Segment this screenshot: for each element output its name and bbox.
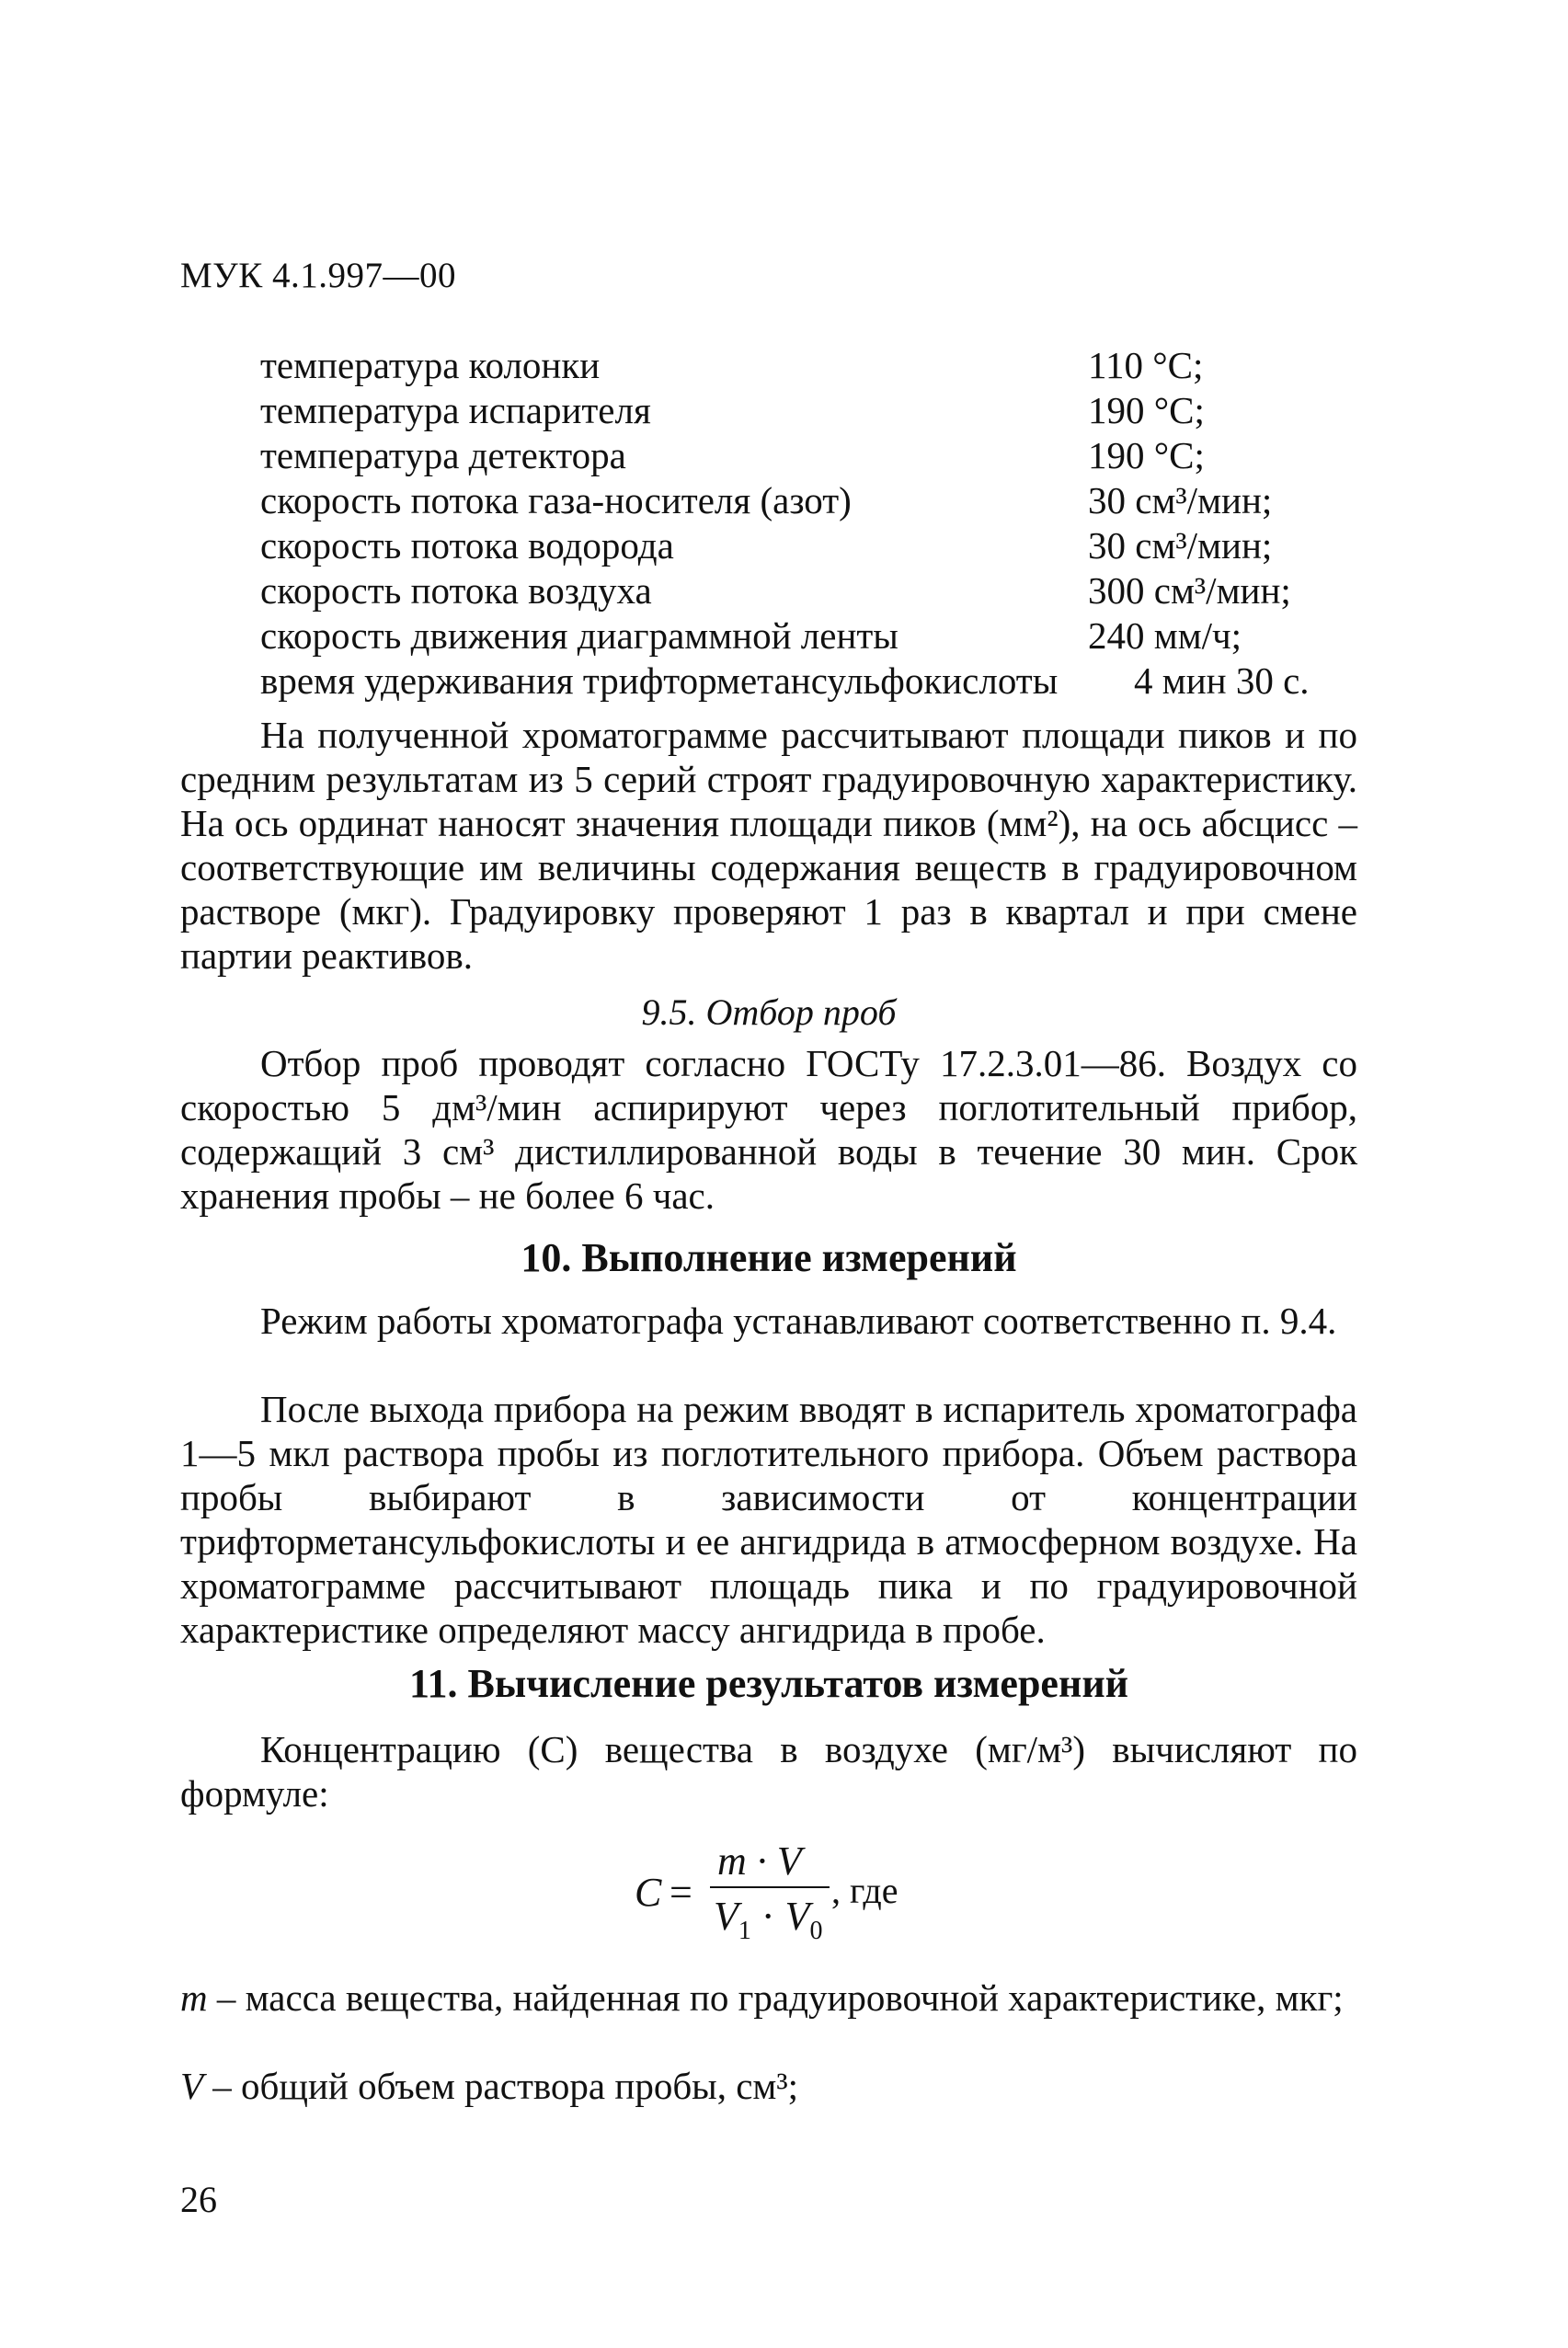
formula-denominator: $V_1 \cdot V_0$: [714, 1894, 823, 1945]
parameter-value: 190 °С;: [1088, 389, 1205, 431]
document-code: МУК 4.1.997—00: [180, 256, 457, 295]
parameter-row: [260, 343, 1336, 388]
definition-m: m – масса вещества, найденная по градуировочной характеристике, мкг;: [180, 1976, 1344, 2019]
concentration-formula: [635, 1838, 929, 1957]
parameter-list: [260, 343, 1336, 704]
section-title-10: 10. Выполнение измерений: [521, 1235, 1017, 1280]
sampling-paragraph: Отбор проб проводят согласно ГОСТу 17.2.3.01—86. Воздух со скоростью 5 дм³/мин аспирируют через поглотительный прибор, содержащий 3 см³ дистиллированной воды в течение 30 мин. Срок хранения пробы – не более 6 час.: [180, 1042, 1357, 1217]
parameter-row: [260, 433, 1336, 478]
parameter-value: 300 см³/мин;: [1088, 569, 1291, 612]
parameter-row: [260, 613, 1336, 659]
parameter-row: [260, 568, 1336, 613]
parameter-name: скорость потока воздуха: [260, 569, 652, 612]
formula-numerator: m · V: [717, 1838, 802, 1884]
parameter-name: скорость потока водорода: [260, 524, 674, 567]
parameter-row: [260, 388, 1336, 433]
section-title-11: 11. Вычисление результатов измерений: [408, 1661, 1129, 1706]
parameter-value: 190 °С;: [1088, 434, 1205, 476]
parameter-name: температура детектора: [260, 434, 626, 476]
measurement-paragraph-2: После выхода прибора на режим вводят в испаритель хроматографа 1—5 мкл раствора пробы из поглотительного прибора. Объем раствора пробы выбирают в зависимости от концентрации трифторметансульфокислоты и ее ангидрида в атмосферном воздухе. На хроматограмме рассчитывают площадь пика и по градуировочной характеристике определяют массу ангидрида в пробе.: [180, 1388, 1357, 1651]
parameter-row: [260, 523, 1336, 568]
calculation-intro: Концентрацию (С) вещества в воздухе (мг/м³) вычисляют по формуле:: [180, 1728, 1357, 1815]
definition-v: V – общий объем раствора пробы, см³;: [180, 2065, 799, 2107]
formula-equals: =: [670, 1870, 692, 1915]
parameter-name: скорость движения диаграммной ленты: [260, 614, 898, 657]
subsection-title-9-5: 9.5. Отбор проб: [641, 991, 897, 1033]
parameter-name: время удерживания трифторметансульфокислоты: [260, 659, 1059, 702]
fraction-bar: [710, 1886, 830, 1888]
parameter-value: 4 мин 30 с.: [1134, 659, 1310, 702]
parameter-value: 30 см³/мин;: [1088, 524, 1273, 567]
parameter-value: 30 см³/мин;: [1088, 479, 1273, 521]
page-number: 26: [180, 2179, 217, 2220]
parameter-value: 240 мм/ч;: [1088, 614, 1242, 657]
measurement-paragraph-1: Режим работы хроматографа устанавливают соответственно п. 9.4.: [260, 1300, 1337, 1342]
parameter-row: [260, 478, 1336, 523]
parameter-value: 110 °С;: [1088, 344, 1204, 386]
formula-lhs: С: [635, 1870, 662, 1915]
parameter-name: температура испарителя: [260, 389, 651, 431]
formula-where: , где: [831, 1870, 898, 1911]
parameter-row: [260, 659, 1336, 704]
parameter-name: скорость потока газа-носителя (азот): [260, 479, 852, 521]
calibration-paragraph: На полученной хроматограмме рассчитывают площади пиков и по средним результатам из 5 серий строят градуировочную характеристику. На ось ординат наносят значения площади пиков (мм²), на ось абсцисс – соответствующие им величины содержания веществ в градуировочном растворе (мкг). Градуировку проверяют 1 раз в квартал и при смене партии реактивов.: [180, 714, 1357, 977]
parameter-name: температура колонки: [260, 344, 601, 386]
